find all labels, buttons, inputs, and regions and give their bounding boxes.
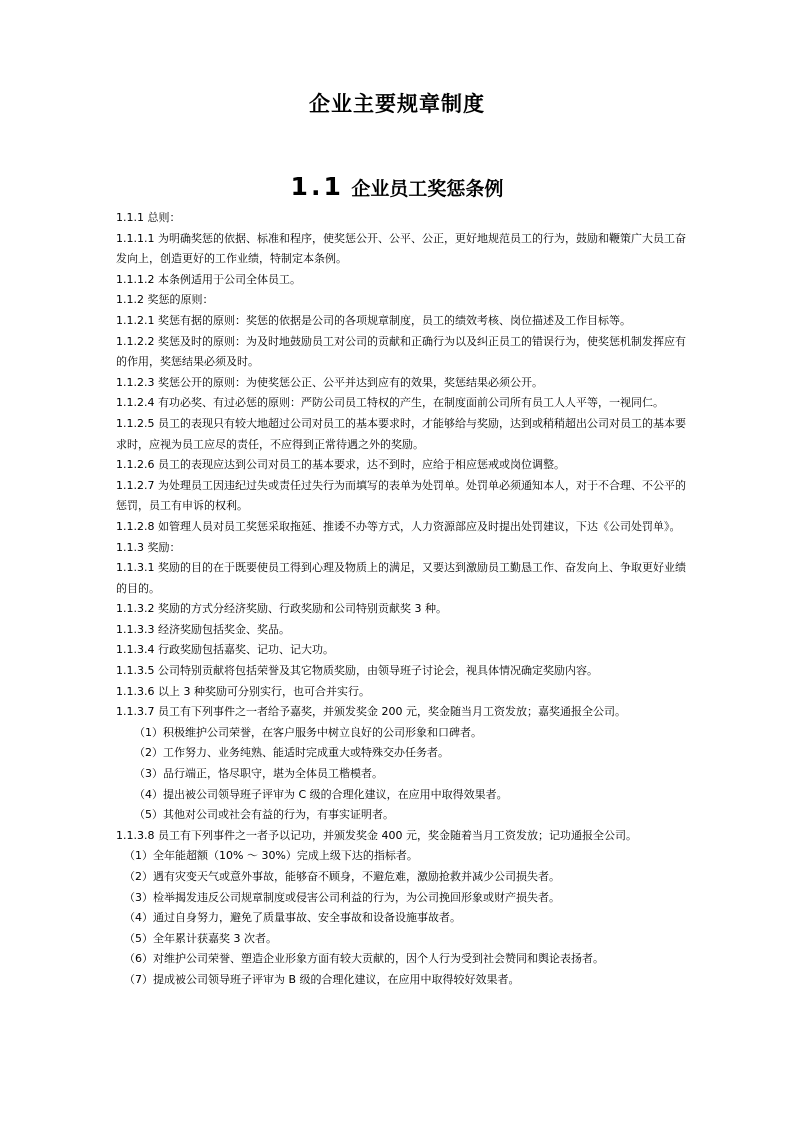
document-body [116,208,686,991]
paragraph: 1.1.1 总则： [116,211,181,224]
paragraph: 1.1.3.1 奖励的目的在于既要使员工得到心理及物质上的满足，又要达到激励员工勤恳工作、奋发向上、争取更好业绩的目的。 [116,561,686,595]
paragraph: 1.1.1.2 本条例适用于公司全体员工。 [116,272,301,286]
paragraph: 1.1.3.6 以上 3 种奖励可分别实行，也可合并实行。 [116,684,370,698]
list-item: （1）全年能超额（10% ～ 30%）完成上级下达的指标者。 [124,849,418,863]
paragraph: 1.1.3.7 员工有下列事件之一者给予嘉奖，并颁发奖金 200 元，奖金随当月工资发放；嘉奖通报全公司。 [116,705,626,719]
paragraph: 1.1.2.6 员工的表现应达到公司对员工的基本要求，达不到时，应给于相应惩戒或岗位调整。 [116,458,565,472]
section-heading [0,172,794,201]
list-item: （2）遇有灾变天气或意外事故，能够奋不顾身，不避危难，激励抢救并减少公司损失者。 [124,870,560,883]
list-item: （5）其他对公司或社会有益的行为，有事实证明者。 [134,808,394,822]
list-item: （4）通过自身努力，避免了质量事故、安全事故和设备设施事故者。 [124,911,461,925]
paragraph: 1.1.2.5 员工的表现只有较大地超过公司对员工的基本要求时，才能够给与奖励，达到或稍稍超出公司对员工的基本要求时，应视为员工应尽的责任，不应得到正常待遇之外的奖励。 [116,416,686,451]
list-item: （4）提出被公司领导班子评审为 C 级的合理化建议，在应用中取得效果者。 [134,787,508,801]
list-item: （1）积极维护公司荣誉，在客户服务中树立良好的公司形象和口碑者。 [134,725,482,739]
list-item: （7）提成被公司领导班子评审为 B 级的合理化建议，在应用中取得较好效果者。 [124,972,520,986]
list-item: （3）检举揭发违反公司规章制度或侵害公司利益的行为，为公司挽回形象或财产损失者。 [124,890,560,904]
section-number: 1.1 [290,172,344,201]
list-item: （3）品行端正，恪尽职守，堪为全体员工楷模者。 [134,767,383,781]
paragraph: 1.1.3.4 行政奖励包括嘉奖、记功、记大功。 [116,643,334,657]
list-item: （2）工作努力、业务纯熟、能适时完成重大或特殊交办任务者。 [134,746,449,760]
paragraph: 1.1.3.8 员工有下列事件之一者予以记功，并颁发奖金 400 元，奖金随着当月工资发放；记功通报全公司。 [116,828,637,842]
paragraph: 1.1.3.5 公司特别贡献将包括荣誉及其它物质奖励，由领导班子讨论会，视具体情况确定奖励内容。 [116,664,598,678]
paragraph: 1.1.2.3 奖惩公开的原则：为使奖惩公正、公平并达到应有的效果，奖惩结果必须公开。 [116,375,543,389]
paragraph: 1.1.3.3 经济奖励包括奖金、奖品。 [116,622,290,636]
section-title: 企业员工奖惩条例 [351,178,504,200]
paragraph: 1.1.2.4 有功必奖、有过必惩的原则：严防公司员工特权的产生，在制度面前公司所有员工人人平等，一视同仁。 [116,396,664,410]
paragraph: 1.1.2.7 为处理员工因违纪过失或责任过失行为而填写的表单为处罚单。处罚单必须通知本人，对于不合理、不公平的惩罚，员工有申诉的权利。 [116,478,686,513]
paragraph: 1.1.2.2 奖惩及时的原则：为及时地鼓励员工对公司的贡献和正确行为以及纠正员工的错误行为，使奖惩机制发挥应有的作用，奖惩结果必须及时。 [116,334,686,369]
paragraph: 1.1.3 奖励： [116,540,181,554]
document-title: 企业主要规章制度 [309,92,485,116]
paragraph: 1.1.2.1 奖惩有据的原则：奖惩的依据是公司的各项规章制度，员工的绩效考核、岗位描述及工作目标等。 [116,313,631,327]
list-item: （5）全年累计获嘉奖 3 次者。 [124,931,277,945]
paragraph: 1.1.1.1 为明确奖惩的依据、标准和程序，使奖惩公开、公平、公正，更好地规范员工的行为，鼓励和鞭策广大员工奋发向上，创造更好的工作业绩，特制定本条例。 [116,231,686,266]
paragraph: 1.1.2.8 如管理人员对员工奖惩采取拖延、推诿不办等方式，人力资源部应及时提出处罚建议，下达《公司处罚单》。 [116,519,681,533]
list-item: （6）对维护公司荣誉、塑造企业形象方面有较大贡献的，因个人行为受到社会赞同和舆论表扬者。 [124,952,604,966]
paragraph: 1.1.2 奖惩的原则： [116,293,214,307]
paragraph: 1.1.3.2 奖励的方式分经济奖励、行政奖励和公司特别贡献奖 3 种。 [116,602,447,616]
